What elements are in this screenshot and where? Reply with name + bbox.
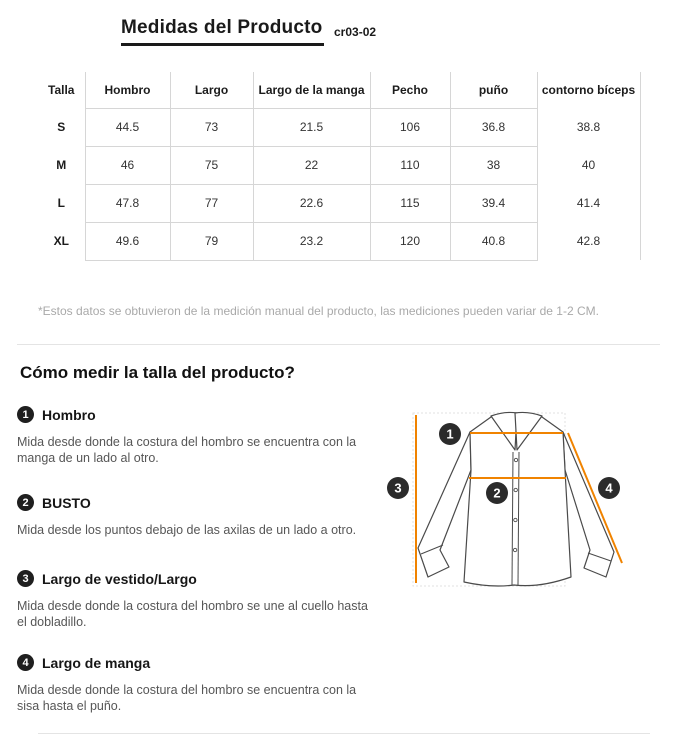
guide-section-busto [17, 494, 382, 538]
table-row-xl [38, 222, 640, 260]
cell-value: 115 [370, 184, 450, 222]
guide-heading: Cómo medir la talla del producto? [20, 363, 295, 382]
cell-value: 39.4 [450, 184, 537, 222]
section-description: Mida desde donde la costura del hombro se encuentra con la manga de un lado al otro. [17, 435, 357, 465]
cell-value: 120 [370, 222, 450, 260]
svg-text:2: 2 [493, 485, 501, 501]
cell-value: 22.6 [253, 184, 370, 222]
cell-value: 41.4 [537, 184, 640, 222]
marker-1 [439, 423, 461, 445]
cell-value: 110 [370, 146, 450, 184]
cell-value: 42.8 [537, 222, 640, 260]
page-title: Medidas del Producto [121, 17, 324, 46]
cell-value: 44.5 [85, 108, 170, 146]
product-code: cr03-02 [334, 25, 377, 39]
cell-value: 23.2 [253, 222, 370, 260]
size-label: XL [38, 222, 85, 260]
section-description: Mida desde los puntos debajo de las axilas de un lado a otro. [17, 523, 357, 537]
cell-value: 75 [170, 146, 253, 184]
cell-value: 77 [170, 184, 253, 222]
size-table-header-row [38, 72, 640, 108]
cell-value: 106 [370, 108, 450, 146]
size-label: S [38, 108, 85, 146]
cell-value: 40.8 [450, 222, 537, 260]
cell-value: 36.8 [450, 108, 537, 146]
col-header-talla: Talla [38, 72, 85, 108]
number-badge-2: 2 [17, 494, 34, 511]
col-header-hombro: Hombro [85, 72, 170, 108]
shirt-right-sleeve [563, 432, 614, 577]
cell-value: 79 [170, 222, 253, 260]
number-badge-1: 1 [17, 406, 34, 423]
cell-value: 21.5 [253, 108, 370, 146]
section-title: Hombro [42, 406, 96, 423]
divider [17, 344, 660, 345]
guide-section-hombro [17, 406, 382, 466]
table-row-s [38, 108, 640, 146]
col-header-contorno-biceps: contorno bíceps [537, 72, 640, 108]
section-title: Largo de manga [42, 654, 151, 671]
number-badge-4: 4 [17, 654, 34, 671]
cell-value: 73 [170, 108, 253, 146]
section-title: BUSTO [42, 494, 91, 511]
cell-value: 46 [85, 146, 170, 184]
size-label: L [38, 184, 85, 222]
table-row-m [38, 146, 640, 184]
section-title: Largo de vestido/Largo [42, 570, 197, 587]
col-header-pecho: Pecho [370, 72, 450, 108]
col-header-largo-manga: Largo de la manga [253, 72, 370, 108]
col-header-puno: puño [450, 72, 537, 108]
divider [38, 733, 650, 734]
shirt-illustration [385, 400, 641, 600]
svg-text:3: 3 [394, 480, 402, 496]
section-description: Mida desde donde la costura del hombro se encuentra con la sisa hasta el puño. [17, 683, 357, 713]
svg-text:4: 4 [605, 480, 613, 496]
table-row-l [38, 184, 640, 222]
shirt-measurement-diagram [385, 400, 641, 600]
cell-value: 49.6 [85, 222, 170, 260]
marker-3 [387, 477, 409, 499]
marker-4 [598, 477, 620, 499]
svg-text:1: 1 [446, 426, 454, 442]
cell-value: 38.8 [537, 108, 640, 146]
cell-value: 38 [450, 146, 537, 184]
guide-section-largo-manga [17, 654, 382, 714]
measurement-disclaimer: *Estos datos se obtuvieron de la medición manual del producto, las mediciones pueden variar de 1-2 CM. [38, 304, 599, 318]
cell-value: 40 [537, 146, 640, 184]
shirt-left-sleeve [418, 432, 471, 577]
number-badge-3: 3 [17, 570, 34, 587]
cell-value: 47.8 [85, 184, 170, 222]
marker-2 [486, 482, 508, 504]
section-description: Mida desde donde la costura del hombro se une al cuello hasta el dobladillo. [17, 599, 368, 629]
size-table [38, 72, 641, 261]
guide-section-largo [17, 570, 382, 630]
col-header-largo: Largo [170, 72, 253, 108]
size-label: M [38, 146, 85, 184]
cell-value: 22 [253, 146, 370, 184]
